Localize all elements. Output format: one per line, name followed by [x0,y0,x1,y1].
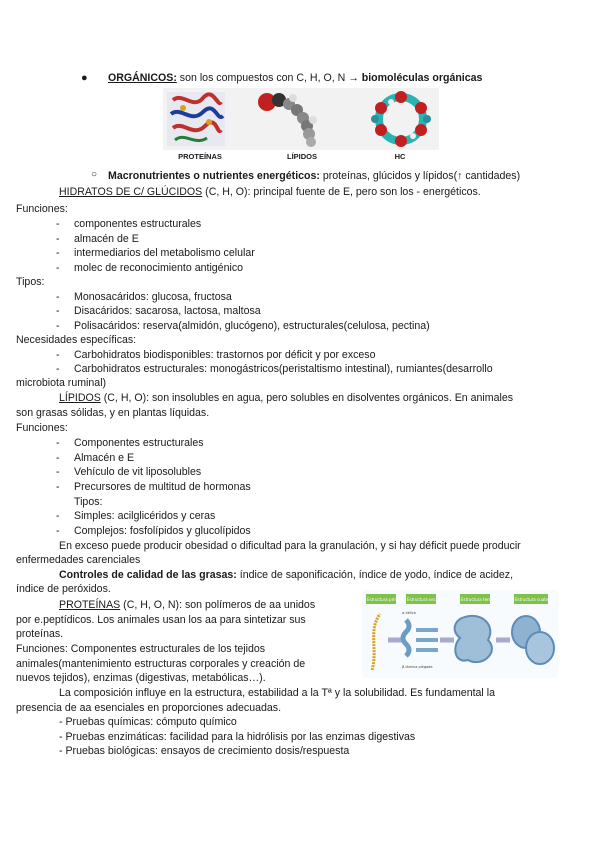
primary-chain [372,614,380,670]
proteinas-func2: animales(mantenimiento estructuras corporales y creación de [16,658,306,670]
list-item: - Pruebas químicas: cómputo químico [59,716,237,728]
secondary-helix [403,620,409,656]
bullet-dot: ● [81,72,88,84]
caption-lipidos: LÍPIDOS [286,152,317,161]
macro-label: Macronutrientes o nutrientes energéticos: [108,170,320,182]
list-item: - Componentes estructurales [56,437,204,449]
organicos-text: son los compuestos con C, H, O, N → [176,72,362,84]
proteinas-title-rest: (C, H, O, N): son polímeros de aa unidos [120,599,316,611]
hidratos-title: HIDRATOS DE C/ GLÚCIDOS [59,186,203,198]
struct-alpha: α-hélice [402,611,416,615]
proteinas-func1: Funciones: Componentes estructurales de los tejidos [16,643,266,655]
macro-text: proteínas, glúcidos y lípidos(↑ cantidades) [319,170,521,182]
protein-molecule [167,92,225,146]
list-item: - componentes estructurales [56,218,202,230]
proteinas-title: PROTEÍNAS [59,599,121,611]
list-item: - Almacén e E [56,452,135,464]
list-item: - molec de reconocimiento antigénico [56,262,244,274]
list-item: - intermediarios del metabolismo celular [56,247,255,259]
caption-proteinas: PROTEÍNAS [178,152,222,161]
quaternary-b [526,632,554,664]
proteinas-comp-a: La composición influye en la estructura, estabilidad a la Tª y la solubilidad. Es fundamental la [59,687,495,699]
list-item: - Vehículo de vit liposolubles [56,466,202,478]
list-item: - Precursores de multitud de hormonas [56,481,251,493]
protein-structure-figure [362,590,558,678]
list-item: - Monosacáridos: glucosa, fructosa [56,291,232,303]
lipidos-title-line [59,392,513,405]
control-text: índice de saponificación, índice de yodo, índice de acidez, [236,569,514,581]
molecules-svg [163,88,439,150]
hidratos-necesidades-cont: microbiota ruminal) [16,377,107,389]
secondary-sheet [416,630,438,650]
proteinas-title-line [59,599,315,612]
lipidos-funciones-label: Funciones: [16,422,68,434]
hidratos-tipos-label: Tipos: [16,276,45,288]
struct-beta: β-lámina plegada [402,665,433,669]
circle-bullet: ○ [91,169,98,180]
hidratos-title-rest: (C, H, O): principal fuente de E, pero son los - energéticos. [202,186,481,198]
organicos-line [108,72,482,85]
control-label: Controles de calidad de las grasas: [59,569,237,581]
list-item: - Polisacáridos: reserva(almidón, glucógeno), estructurales(celulosa, pectina) [56,320,430,332]
proteinas-func3: nuevos tejidos), enzimas (digestivas, metabólicas…). [16,672,266,684]
list-item: - almacén de E [56,233,139,245]
list-item: - Simples: acilglicéridos y ceras [56,510,216,522]
list-item: - Disacáridos: sacarosa, lactosa, maltosa [56,305,261,317]
lipidos-title: LÍPIDOS [59,392,101,404]
protein-structure-svg [362,590,558,678]
hidratos-necesidades-label: Necesidades específicas: [16,334,137,346]
caption-hc: HC [394,152,406,161]
macro-line [108,170,520,183]
struct-label-2: Estructura secundaria [407,597,452,602]
proteinas-comp-b: presencia de aa esenciales en proporciones adecuadas. [16,702,282,714]
list-item: - Pruebas biológicas: ensayos de crecimiento dosis/respuesta [59,745,350,757]
proteinas-line3: proteínas. [16,628,64,640]
organicos-bold: biomoléculas orgánicas [361,72,483,84]
lipidos-exceso-a: En exceso puede producir obesidad o dificultad para la granulación, y si hay déficit puede producir [59,540,521,552]
hidratos-funciones-label: Funciones: [16,203,68,215]
list-item: - Complejos: fosfolípidos y glucolípidos [56,525,251,537]
hidratos-title-line [59,186,481,199]
lipidos-control-line [59,569,513,582]
lipid-molecule [258,93,317,147]
molecules-figure [163,88,439,150]
lipidos-title-rest: (C, H, O): son insolubles en agua, pero solubles en disolventes orgánicos. En animales [100,392,514,404]
hc-molecule [371,91,431,147]
list-item: - Carbohidratos estructurales: monogástricos(peristaltismo intestinal), rumiantes(desarrollo [56,363,493,375]
struct-label-4: Estructura cuaternaria [515,597,558,602]
lipidos-tipos-label: Tipos: [74,496,103,508]
lipidos-line2: son grasas sólidas, y en plantas líquidas. [16,407,210,419]
struct-label-1: Estructura primaria [367,597,406,602]
struct-label-3: Estructura terciaria [461,597,500,602]
list-item: - Pruebas enzimáticas: facilidad para la hidrólisis por las enzimas digestivas [59,731,416,743]
tertiary-structure [455,616,492,662]
list-item: - Carbohidratos biodisponibles: trastornos por déficit y por exceso [56,349,376,361]
proteinas-line2: por e.peptídicos. Los animales usan los aa para sintetizar sus [16,614,306,626]
lipidos-control-b: índice de peróxidos. [16,583,111,595]
lipidos-exceso-b: enfermedades carenciales [16,554,141,566]
organicos-label: ORGÁNICOS: [108,72,177,84]
